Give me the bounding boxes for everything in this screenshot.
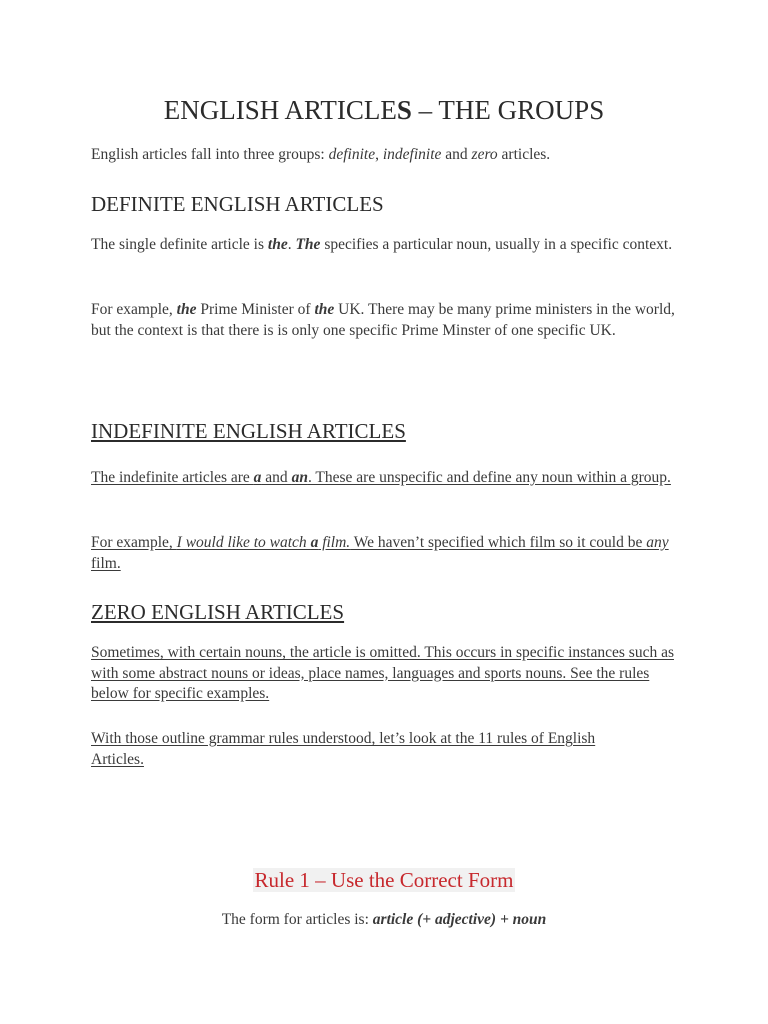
definite-paragraph-1: The single definite article is the. The specifies a particular noun, usually in a specific context. [91,236,673,253]
heading-indefinite-articles: INDEFINITE ENGLISH ARTICLES [91,419,406,443]
heading-definite-articles: DEFINITE ENGLISH ARTICLES [91,192,384,216]
rule-1-formula: article (+ adjective) + noun [372,911,547,928]
term-zero: zero [471,146,498,163]
rule-1-heading: Rule 1 – Use the Correct Form [254,868,514,892]
zero-paragraph-2: With those outline grammar rules understood, let’s look at the 11 rules of English Articles. [91,730,596,768]
page-title [0,92,768,128]
title-rest: – THE GROUPS [411,95,605,125]
zero-paragraph-1: Sometimes, with certain nouns, the article is omitted. This occurs in specific instances such as with some abstract nouns or ideas, place names, languages and sports nouns. See the rules below for specific examples. [91,644,674,702]
indefinite-paragraph-2: For example, I would like to watch a film. We haven’t specified which film so it could be any film. [91,534,669,572]
heading-zero-articles: ZERO ENGLISH ARTICLES [91,600,345,624]
definite-paragraph-2: For example, the Prime Minister of the UK. There may be many prime ministers in the world, but the context is that there is is only one specific Prime Minster of one specific UK. [91,301,675,339]
term-indefinite: indefinite [382,146,442,163]
title-main: ENGLISH ARTICLE [163,95,397,125]
indefinite-paragraph-1: The indefinite articles are a and an. These are unspecific and define any noun within a group. [91,469,671,486]
rule-1-text: The form for articles is: article (+ adjective) + noun [221,911,547,928]
intro-paragraph: English articles fall into three groups: definite, indefinite and zero articles. [91,146,551,163]
term-definite: definite [328,146,376,163]
title-bold-s: S [396,95,412,125]
